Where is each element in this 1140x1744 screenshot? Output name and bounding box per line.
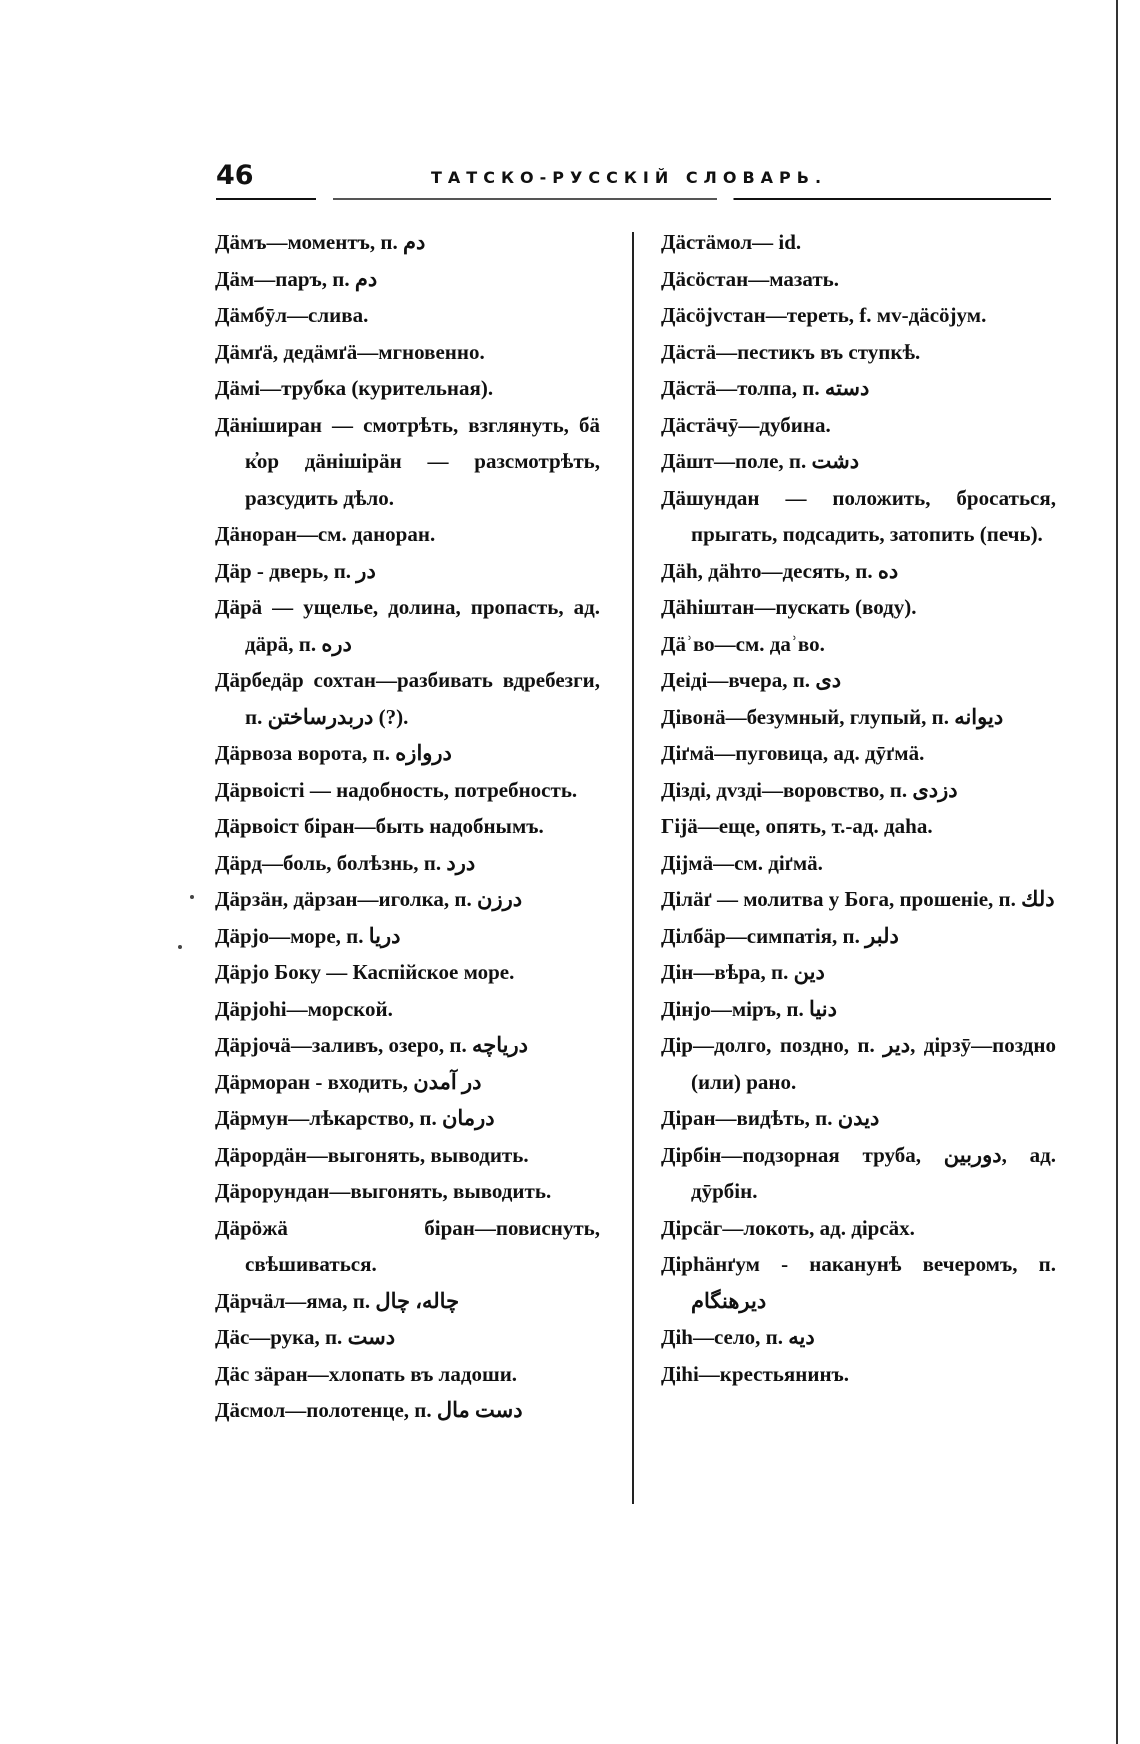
dictionary-entry: Дäрjо—море, п. دریا [215, 923, 401, 948]
header-rule [216, 198, 1051, 200]
dictionary-entry: Дäстä—толпа, п. دسته [661, 376, 870, 400]
running-title: ТАТСКО-РУССКІЙ СЛОВАРЬ. [431, 168, 828, 187]
dictionary-entry: Дізді, дvзді—воровство, п. دزدی [661, 777, 958, 802]
dictionary-entry: Діран—видѣть, п. دیدن [661, 1106, 880, 1130]
dictionary-entry: Ділäґ — молитва у Бога, прошеніе, п. دلك [661, 887, 1055, 911]
dictionary-entry: Дірбін—подзорная труба, دوربین, ад. дӯрбін. [661, 1142, 1056, 1203]
dictionary-entry: Гіјä—еще, опять, т.-ад. даhа. [661, 814, 933, 838]
dictionary-entry: Дäh, дähто—десять, п. ده [661, 558, 899, 583]
dictionary-entry: Дäстäмол— id. [661, 230, 802, 254]
dictionary-entry: Дäмбӯл—слива. [215, 303, 369, 327]
dictionary-entry: Дäстä—пестикъ въ ступкѣ. [661, 339, 921, 364]
page-number: 46 [216, 160, 254, 191]
column-divider [632, 232, 634, 1504]
dictionary-entry: Дäс—рука, п. دست [215, 1325, 396, 1349]
dictionary-entry: Дäшундан — положить, бросаться, прыгать, подсадить, затопить (печь). [661, 485, 1056, 546]
page-header [216, 160, 1051, 200]
dictionary-entry: Дäр - дверь, п. در [215, 558, 376, 583]
margin-dot [190, 895, 194, 899]
dictionary-entry: Дähіштан—пускать (воду). [661, 595, 917, 619]
right-column [661, 224, 1056, 1392]
dictionary-entry: Дäсмол—полотенце, п. دست مال [215, 1398, 523, 1422]
margin-dot [178, 945, 182, 949]
dictionary-entry: Дäрорундан—выгонять, выводить. [215, 1179, 552, 1203]
dictionary-entry: Дäстäчӯ—дубина. [661, 412, 831, 437]
dictionary-entry: Дäмі—трубка (курительная). [215, 376, 494, 400]
dictionary-entry: Дäсöjvстан—тереть, f. мv-дäсöjум. [661, 303, 987, 327]
dictionary-entry: Дäмґä, дедäмґä—мгновенно. [215, 339, 485, 364]
dictionary-entry: Дäм—паръ, п. دم [215, 266, 378, 291]
dictionary-entry: Діґмä—пуговица, ад. дӯґмä. [661, 741, 925, 765]
dictionary-entry: Дäмъ—моментъ, п. دم [215, 230, 426, 254]
dictionary-entry: Дäрöжä біран—повиснуть, свѣшиваться. [215, 1215, 600, 1276]
dictionary-entry: Дäрморан - входить, در آمدن [215, 1069, 482, 1094]
dictionary-entry: Дäрмун—лѣкарство, п. درمان [215, 1106, 495, 1130]
left-column [215, 224, 600, 1429]
dictionary-entry: Дäʾво—см. даʾво. [661, 631, 825, 656]
dictionary-entry: Дір—долго, поздно, п. دیر, дірзӯ—поздно (или) рано. [661, 1033, 1056, 1094]
dictionary-entry: Дäрвоза ворота, п. دروازه [215, 741, 452, 765]
dictionary-entry: Діјмä—см. діґмä. [661, 850, 823, 875]
dictionary-entry: Дäшт—поле, п. دشت [661, 449, 860, 473]
dictionary-entry: Дäноран—см. даноран. [215, 522, 436, 546]
dictionary-entry: Дäрвоісті — надобность, потребность. [215, 777, 578, 802]
dictionary-entry: Дірсäг—локоть, ад. дірсäх. [661, 1215, 915, 1240]
dictionary-entry: Діhі—крестьянинъ. [661, 1361, 850, 1386]
dictionary-entry: Дäрвоіст біран—быть надобнымъ. [215, 814, 544, 838]
dictionary-entry: Дäрзäн, дäрзан—иголка, п. درزن [215, 887, 523, 911]
dictionary-entry: Дäрчäл—яма, п. چاله، چال [215, 1288, 460, 1313]
dictionary-entry: Дäрд—боль, болѣзнь, п. درد [215, 850, 476, 875]
dictionary-entry: Діh—село, п. دیه [661, 1325, 815, 1349]
dictionary-entry: Дäрjоhі—морской. [215, 996, 393, 1021]
page-edge [1116, 0, 1118, 1744]
dictionary-entry: Деіді—вчера, п. دی [661, 668, 842, 692]
dictionary-entry: Дівонä—безумный, глупый, п. دیوانه [661, 704, 1004, 729]
dictionary-entry: Дäс зäран—хлопать въ ладоши. [215, 1361, 518, 1386]
dictionary-entry: Дäніширан — смотрѣть, взглянуть, бä к̓ор дäнішірäн — разсмотрѣть, разсудить дѣло. [215, 412, 600, 510]
dictionary-entry: Дірhäнґум - наканунѣ вечеромъ, п. دیرهنگام [661, 1252, 1056, 1313]
dictionary-entry: Дін—вѣра, п. دین [661, 960, 825, 984]
dictionary-entry: Дäрордäн—выгонять, выводить. [215, 1142, 529, 1167]
dictionary-entry: Дäрä — ущелье, долина, пропасть, ад. дäрä, п. دره [215, 595, 600, 656]
dictionary-entry: Дінјо—міръ, п. دنیا [661, 996, 837, 1021]
dictionary-entry: Ділбäр—симпатія, п. دلبر [661, 923, 899, 948]
dictionary-entry: Дäрjочä—заливъ, озеро, п. دریاچه [215, 1033, 529, 1057]
dictionary-entry: Дäсöстан—мазать. [661, 266, 839, 291]
dictionary-entry: Дäрбедäр сохтан—разбивать вдребезги, п. دربدرساختن (?). [215, 668, 600, 729]
dictionary-entry: Дäрjо Боку — Каспійское море. [215, 960, 515, 984]
